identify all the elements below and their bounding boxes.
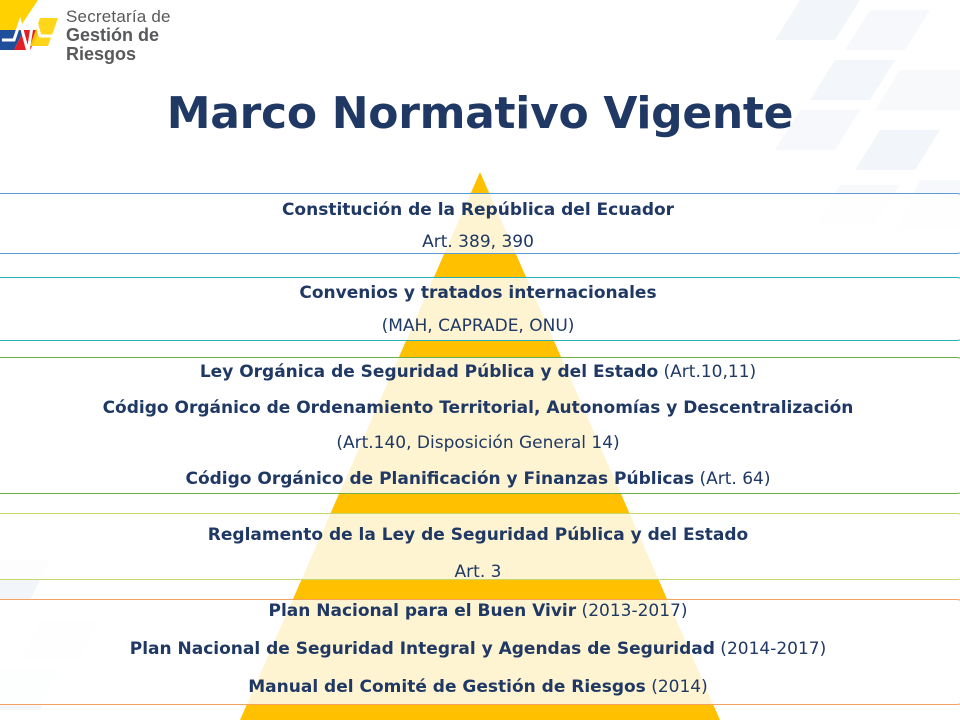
level-line: Reglamento de la Ley de Seguridad Pública y del Estado [207,525,749,545]
ecuador-flag-icon [0,0,64,62]
level-constitution [0,193,960,254]
level-line: Código Orgánico de Ordenamiento Territorial, Autonomías y Descentralización [102,398,854,418]
logo-line-1: Secretaría de [66,7,171,26]
logo-line-2: Gestión de Riesgos [66,24,160,64]
level-line: (Art.140, Disposición General 14) [336,433,620,453]
level-line: Art. 3 [454,562,502,582]
level-line: Plan Nacional para el Buen Vivir (2013-2017) [268,601,688,621]
level-line: Art. 389, 390 [422,232,534,252]
level-national-plans [0,599,960,705]
level-organic-laws [0,357,960,494]
level-line: Ley Orgánica de Seguridad Pública y del Estado (Art.10,11) [199,362,757,382]
level-regulation [0,513,960,580]
level-line: (MAH, CAPRADE, ONU) [381,316,575,336]
level-line: Plan Nacional de Seguridad Integral y Agendas de Seguridad (2014-2017) [129,639,827,659]
logo [0,0,230,62]
slide-title: Marco Normativo Vigente [166,88,794,139]
level-line: Constitución de la República del Ecuador [281,200,675,220]
level-international-treaties [0,277,960,341]
level-line: Manual del Comité de Gestión de Riesgos (2014) [248,677,708,697]
logo-text [66,8,230,64]
level-line: Convenios y tratados internacionales [299,283,657,303]
level-line: Código Orgánico de Planificación y Finanzas Públicas (Art. 64) [185,469,771,489]
